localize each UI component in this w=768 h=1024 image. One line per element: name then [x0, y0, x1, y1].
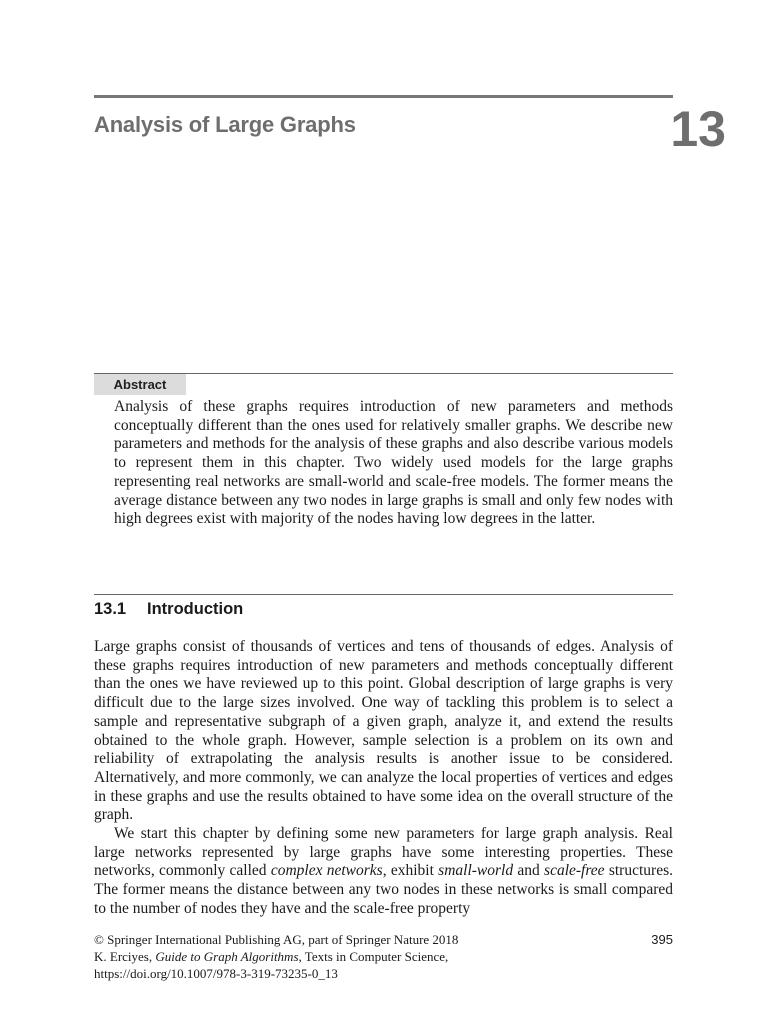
section-number: 13.1: [94, 600, 127, 618]
book-title: Guide to Graph Algorithms: [155, 949, 299, 964]
paragraph-2-text-2: , exhibit: [382, 862, 439, 880]
chapter-top-rule: [94, 95, 673, 98]
copyright-notice: © Springer International Publishing AG, part of Springer Nature 2018: [94, 932, 459, 947]
abstract-label: Abstract: [94, 374, 186, 395]
chapter-title: Analysis of Large Graphs: [94, 112, 356, 137]
section-heading: [94, 600, 243, 619]
citation-author: K. Erciyes,: [94, 949, 156, 964]
term-scale-free: scale-free: [544, 862, 605, 880]
chapter-number: 13: [670, 101, 726, 157]
section-title: Introduction: [147, 600, 244, 618]
body-paragraph-1: Large graphs consist of thousands of vertices and tens of thousands of edges. Analysis of these graphs requires introduction of new parameters and methods conceptually different than the ones we have reviewed up to this point. Global description of large graphs is very difficult due to the large sizes involved. One way of tackling this problem is to select a sample and representative subgraph of a given graph, analyze it, and extend the results obtained to the whole graph. However, sample selection is a problem on its own and reliability of extrapolating the analysis results is another issue to be considered. Alternatively, and more commonly, we can analyze the local properties of vertices and edges in these graphs and use the results obtained to have some idea on the overall structure of the graph.: [94, 638, 673, 824]
abstract-text: Analysis of these graphs requires introduction of new parameters and methods conceptually different than the ones used for relatively smaller graphs. We describe new parameters and methods for the analysis of these graphs and also describe various models to represent them in this chapter. Two widely used models for the large graphs representing real networks are small-world and scale-free models. The former means the average distance between any two nodes in large graphs is small and only few nodes with high degrees exist with majority of the nodes having low degrees in the latter.: [114, 398, 673, 528]
body-paragraph-2: [94, 825, 673, 919]
footer-citation: [94, 948, 673, 965]
paragraph-2-text-1: We start this chapter by defining some new parameters for large graph analysis. Real large networks represented by large graphs have some interesting properties. These networks, commonly called: [94, 825, 673, 880]
body-text: [94, 638, 673, 919]
paragraph-2-text-3: and: [513, 862, 545, 880]
paragraph-2-text-4: structures. The former means the distance between any two nodes in these networks is small compared to the number of nodes they have and the scale-free property: [94, 862, 673, 917]
term-small-world: small-world: [438, 862, 514, 880]
page-number: 395: [651, 932, 673, 947]
footer-line-1: [94, 931, 673, 948]
citation-series: , Texts in Computer Science,: [298, 949, 449, 964]
page-footer: [94, 931, 673, 982]
doi-link[interactable]: https://doi.org/10.1007/978-3-319-73235-0_13: [94, 966, 338, 981]
term-complex-networks: complex networks: [270, 862, 383, 880]
section-rule: [94, 594, 673, 595]
